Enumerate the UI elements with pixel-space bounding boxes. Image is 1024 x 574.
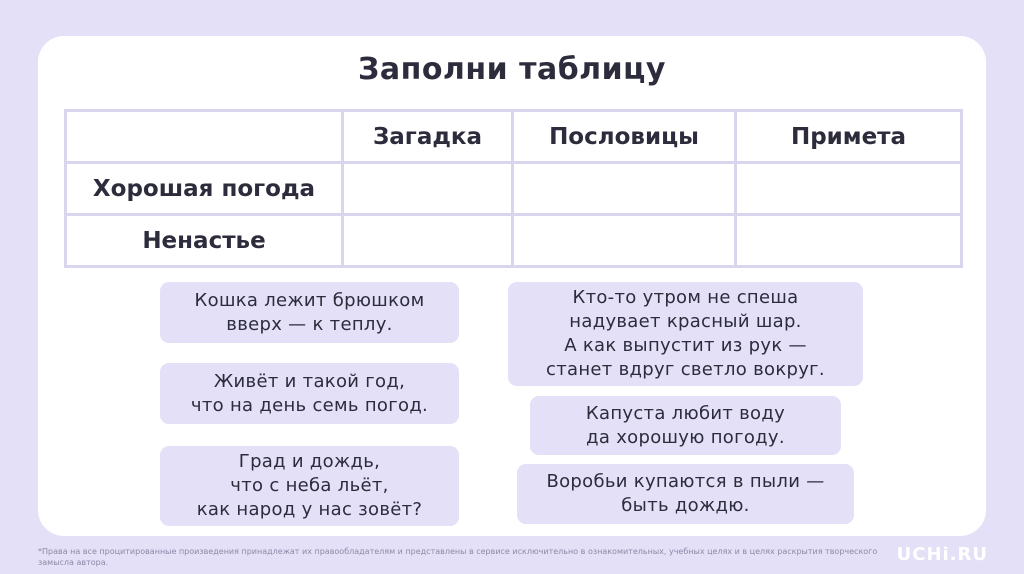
text-card-grad[interactable]: Град и дождь, что с неба льёт, как народ у нас зовёт? [160,446,459,526]
text-card-kto-to[interactable]: Кто-то утром не спеша надувает красный шар. А как выпустит из рук — станет вдруг светло вокруг. [508,282,863,386]
table-header-row [66,111,962,163]
table-cell-empty[interactable] [736,163,962,215]
table-cell-empty[interactable] [343,163,513,215]
text-card-zhivet[interactable]: Живёт и такой год, что на день семь погод. [160,363,459,424]
text-card-vorobyi[interactable]: Воробьи купаются в пыли — быть дождю. [517,464,854,524]
table-header-zagadka: Загадка [343,111,513,163]
table-row [66,215,962,267]
copyright-note: *Права на все процитированные произведения принадлежат их правообладателям и представлены в сервисе исключительно в ознакомительных, учебных целях и в целях раскрытия творческого замысла автора. [38,547,878,567]
table-header-primeta: Примета [736,111,962,163]
uchi-logo: UCHi.RU [896,544,988,565]
table-cell-empty[interactable] [736,215,962,267]
fill-table [64,109,963,268]
row-label-bad-weather: Ненастье [66,215,343,267]
table-cell-empty[interactable] [513,215,736,267]
row-label-good-weather: Хорошая погода [66,163,343,215]
text-card-kapusta[interactable]: Капуста любит воду да хорошую погоду. [530,396,841,455]
table-header-corner [66,111,343,163]
table-cell-empty[interactable] [513,163,736,215]
text-card-koshka[interactable]: Кошка лежит брюшком вверх — к теплу. [160,282,459,343]
table-row [66,163,962,215]
table-cell-empty[interactable] [343,215,513,267]
page-title: Заполни таблицу [358,52,666,87]
table-header-poslovitsy: Пословицы [513,111,736,163]
